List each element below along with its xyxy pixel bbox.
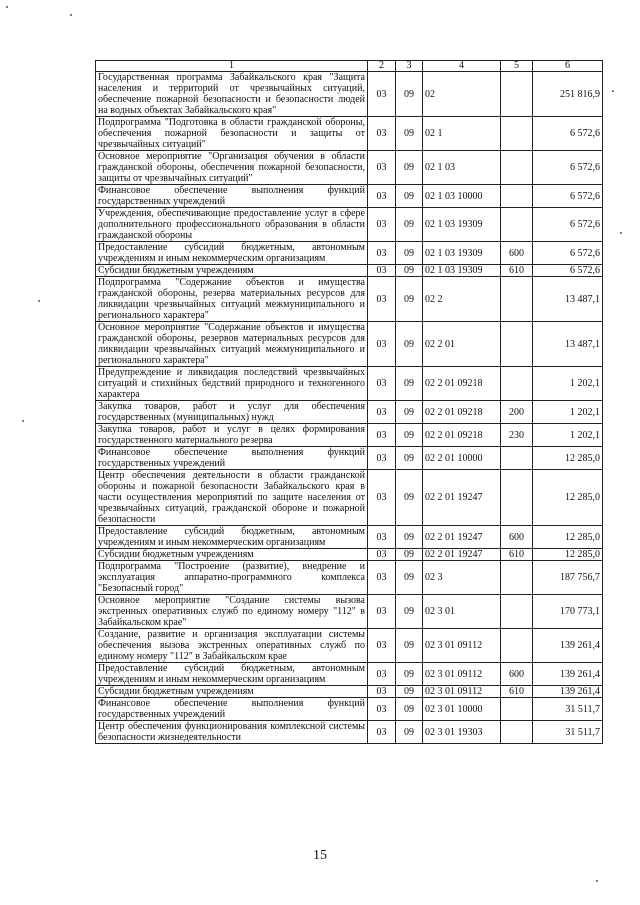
row-section-cell: 03 [368,185,396,208]
row-name-cell: Основное мероприятие "Создание системы вызова экстренных оперативных служб по единому номеру "112" в Забайкальском крае" [96,595,368,629]
row-expense-type-cell: 200 [501,401,533,424]
row-target-item-cell: 02 2 01 19247 [423,526,501,549]
row-name-cell: Подпрограмма "Подготовка в области гражданской обороны, обеспечения пожарной безопасности и защиты от чрезвычайных ситуаций" [96,117,368,151]
row-target-item-cell: 02 3 01 19303 [423,721,501,744]
row-amount-cell: 13 487,1 [533,277,603,322]
row-name-cell: Основное мероприятие "Содержание объектов и имущества гражданской обороны, резервов материальных ресурсов для ликвидации чрезвычайных ситуаций межмуниципального и регионального характера" [96,322,368,367]
table-row [96,117,603,151]
header-col-4: 4 [423,61,501,72]
row-name-cell: Центр обеспечения функционирования комплексной системы безопасности жизнедеятельности [96,721,368,744]
scan-speck [6,6,8,8]
row-section-cell: 03 [368,721,396,744]
row-expense-type-cell [501,322,533,367]
row-section-cell: 03 [368,367,396,401]
table-row [96,526,603,549]
row-section-cell: 03 [368,470,396,526]
row-section-cell: 03 [368,595,396,629]
row-subsection-cell: 09 [396,721,423,744]
row-section-cell: 03 [368,686,396,698]
table-row [96,151,603,185]
row-amount-cell: 6 572,6 [533,242,603,265]
row-expense-type-cell: 610 [501,265,533,277]
row-expense-type-cell [501,698,533,721]
row-name-cell: Государственная программа Забайкальского края "Защита населения и территорий от чрезвычайных ситуаций, обеспечение пожарной безопасности и безопасности людей на водных объектах Забайкальского края" [96,72,368,117]
table-row [96,561,603,595]
row-name-cell: Основное мероприятие "Организация обучения в области гражданской обороны, обеспечения пожарной безопасности, защиты от чрезвычайных ситуаций" [96,151,368,185]
row-target-item-cell: 02 3 01 09112 [423,629,501,663]
row-target-item-cell: 02 2 01 19247 [423,549,501,561]
row-target-item-cell: 02 3 01 09112 [423,686,501,698]
scan-speck [620,232,622,234]
row-target-item-cell: 02 1 03 [423,151,501,185]
row-name-cell: Подпрограмма "Построение (развитие), внедрение и эксплуатация аппаратно-программного комплекса "Безопасный город" [96,561,368,595]
table-row [96,401,603,424]
table-row [96,549,603,561]
page-number: 15 [313,848,327,863]
row-target-item-cell: 02 1 [423,117,501,151]
row-expense-type-cell [501,72,533,117]
budget-table-body [96,61,603,744]
row-amount-cell: 12 285,0 [533,447,603,470]
table-row [96,663,603,686]
row-expense-type-cell [501,185,533,208]
row-expense-type-cell [501,367,533,401]
row-section-cell: 03 [368,663,396,686]
row-subsection-cell: 09 [396,401,423,424]
table-row [96,595,603,629]
row-subsection-cell: 09 [396,526,423,549]
header-col-1: 1 [96,61,368,72]
row-section-cell: 03 [368,151,396,185]
table-row [96,322,603,367]
row-expense-type-cell: 610 [501,549,533,561]
row-expense-type-cell: 600 [501,663,533,686]
scan-speck [596,880,598,882]
row-section-cell: 03 [368,208,396,242]
row-name-cell: Субсидии бюджетным учреждениям [96,686,368,698]
row-amount-cell: 31 511,7 [533,721,603,744]
row-name-cell: Финансовое обеспечение выполнения функций государственных учреждений [96,447,368,470]
row-expense-type-cell: 600 [501,242,533,265]
row-target-item-cell: 02 2 01 19247 [423,470,501,526]
row-amount-cell: 170 773,1 [533,595,603,629]
row-section-cell: 03 [368,526,396,549]
row-expense-type-cell [501,277,533,322]
row-amount-cell: 6 572,6 [533,185,603,208]
row-amount-cell: 251 816,9 [533,72,603,117]
row-name-cell: Предоставление субсидий бюджетным, автономным учреждениям и иным некоммерческим организациям [96,526,368,549]
row-target-item-cell: 02 2 01 09218 [423,424,501,447]
row-subsection-cell: 09 [396,242,423,265]
row-name-cell: Субсидии бюджетным учреждениям [96,549,368,561]
table-row [96,242,603,265]
row-subsection-cell: 09 [396,208,423,242]
row-section-cell: 03 [368,447,396,470]
row-subsection-cell: 09 [396,549,423,561]
row-section-cell: 03 [368,561,396,595]
row-expense-type-cell [501,561,533,595]
row-name-cell: Субсидии бюджетным учреждениям [96,265,368,277]
row-subsection-cell: 09 [396,424,423,447]
row-target-item-cell: 02 3 [423,561,501,595]
scan-speck [38,300,40,302]
row-amount-cell: 6 572,6 [533,151,603,185]
row-subsection-cell: 09 [396,72,423,117]
row-expense-type-cell [501,447,533,470]
table-row [96,470,603,526]
row-section-cell: 03 [368,322,396,367]
row-target-item-cell: 02 3 01 [423,595,501,629]
row-amount-cell: 6 572,6 [533,208,603,242]
table-row [96,686,603,698]
row-name-cell: Предупреждение и ликвидация последствий чрезвычайных ситуаций и стихийных бедствий природного и техногенного характера [96,367,368,401]
row-name-cell: Финансовое обеспечение выполнения функций государственных учреждений [96,185,368,208]
row-amount-cell: 1 202,1 [533,424,603,447]
table-row [96,424,603,447]
header-col-3: 3 [396,61,423,72]
table-row [96,698,603,721]
row-amount-cell: 139 261,4 [533,686,603,698]
row-amount-cell: 139 261,4 [533,629,603,663]
row-name-cell: Предоставление субсидий бюджетным, автономным учреждениям и иным некоммерческим организациям [96,663,368,686]
row-expense-type-cell [501,151,533,185]
row-section-cell: 03 [368,549,396,561]
row-expense-type-cell [501,208,533,242]
row-target-item-cell: 02 2 01 [423,322,501,367]
row-subsection-cell: 09 [396,686,423,698]
row-target-item-cell: 02 2 01 10000 [423,447,501,470]
row-subsection-cell: 09 [396,447,423,470]
row-target-item-cell: 02 1 03 19309 [423,242,501,265]
row-expense-type-cell [501,470,533,526]
row-subsection-cell: 09 [396,185,423,208]
table-row [96,185,603,208]
row-subsection-cell: 09 [396,561,423,595]
row-subsection-cell: 09 [396,277,423,322]
row-target-item-cell: 02 2 01 09218 [423,401,501,424]
row-amount-cell: 1 202,1 [533,401,603,424]
row-name-cell: Создание, развитие и организация эксплуатации системы обеспечения вызова экстренных оперативных служб по единому номеру "112" в Забайкальском крае [96,629,368,663]
table-row [96,721,603,744]
row-amount-cell: 12 285,0 [533,526,603,549]
row-name-cell: Закупка товаров, работ и услуг для обеспечения государственных (муниципальных) нужд [96,401,368,424]
row-subsection-cell: 09 [396,265,423,277]
header-col-6: 6 [533,61,603,72]
row-section-cell: 03 [368,424,396,447]
table-row [96,208,603,242]
row-expense-type-cell [501,595,533,629]
row-section-cell: 03 [368,117,396,151]
row-subsection-cell: 09 [396,663,423,686]
row-name-cell: Центр обеспечения деятельности в области гражданской обороны и пожарной безопасности Забайкальского края в части осуществления мероприятий по защите населения от чрезвычайных ситуаций, гражданской обороне и пожарной безопасности [96,470,368,526]
row-amount-cell: 6 572,6 [533,117,603,151]
row-subsection-cell: 09 [396,117,423,151]
table-row [96,367,603,401]
row-subsection-cell: 09 [396,470,423,526]
row-subsection-cell: 09 [396,595,423,629]
row-name-cell: Финансовое обеспечение выполнения функций государственных учреждений [96,698,368,721]
table-row [96,629,603,663]
header-col-2: 2 [368,61,396,72]
scan-speck [22,420,24,422]
row-name-cell: Подпрограмма "Содержание объектов и имущества гражданской обороны, резерва материальных ресурсов для ликвидации чрезвычайных ситуаций межмуниципального и регионального характера" [96,277,368,322]
row-section-cell: 03 [368,242,396,265]
row-expense-type-cell [501,721,533,744]
table-row [96,265,603,277]
row-target-item-cell: 02 2 01 09218 [423,367,501,401]
row-name-cell: Учреждения, обеспечивающие предоставление услуг в сфере дополнительного профессионального образования в области гражданской обороны [96,208,368,242]
row-target-item-cell: 02 [423,72,501,117]
row-expense-type-cell [501,629,533,663]
row-target-item-cell: 02 2 [423,277,501,322]
table-row [96,72,603,117]
row-target-item-cell: 02 3 01 09112 [423,663,501,686]
row-name-cell: Предоставление субсидий бюджетным, автономным учреждениям и иным некоммерческим организациям [96,242,368,265]
row-expense-type-cell: 600 [501,526,533,549]
row-section-cell: 03 [368,401,396,424]
row-section-cell: 03 [368,277,396,322]
row-subsection-cell: 09 [396,151,423,185]
row-expense-type-cell: 610 [501,686,533,698]
row-amount-cell: 13 487,1 [533,322,603,367]
header-col-5: 5 [501,61,533,72]
row-expense-type-cell: 230 [501,424,533,447]
row-target-item-cell: 02 1 03 10000 [423,185,501,208]
row-section-cell: 03 [368,698,396,721]
row-target-item-cell: 02 1 03 19309 [423,265,501,277]
row-name-cell: Закупка товаров, работ и услуг в целях формирования государственного материального резерва [96,424,368,447]
table-header-row [96,61,603,72]
row-target-item-cell: 02 3 01 10000 [423,698,501,721]
row-subsection-cell: 09 [396,322,423,367]
row-amount-cell: 31 511,7 [533,698,603,721]
row-amount-cell: 139 261,4 [533,663,603,686]
row-section-cell: 03 [368,72,396,117]
row-target-item-cell: 02 1 03 19309 [423,208,501,242]
row-amount-cell: 187 756,7 [533,561,603,595]
row-amount-cell: 12 285,0 [533,470,603,526]
table-row [96,447,603,470]
row-amount-cell: 1 202,1 [533,367,603,401]
table-row [96,277,603,322]
budget-table [95,60,603,744]
row-subsection-cell: 09 [396,367,423,401]
scan-speck [70,14,72,16]
row-amount-cell: 6 572,6 [533,265,603,277]
scan-speck [612,90,614,92]
row-section-cell: 03 [368,265,396,277]
row-subsection-cell: 09 [396,629,423,663]
row-expense-type-cell [501,117,533,151]
row-amount-cell: 12 285,0 [533,549,603,561]
row-section-cell: 03 [368,629,396,663]
row-subsection-cell: 09 [396,698,423,721]
